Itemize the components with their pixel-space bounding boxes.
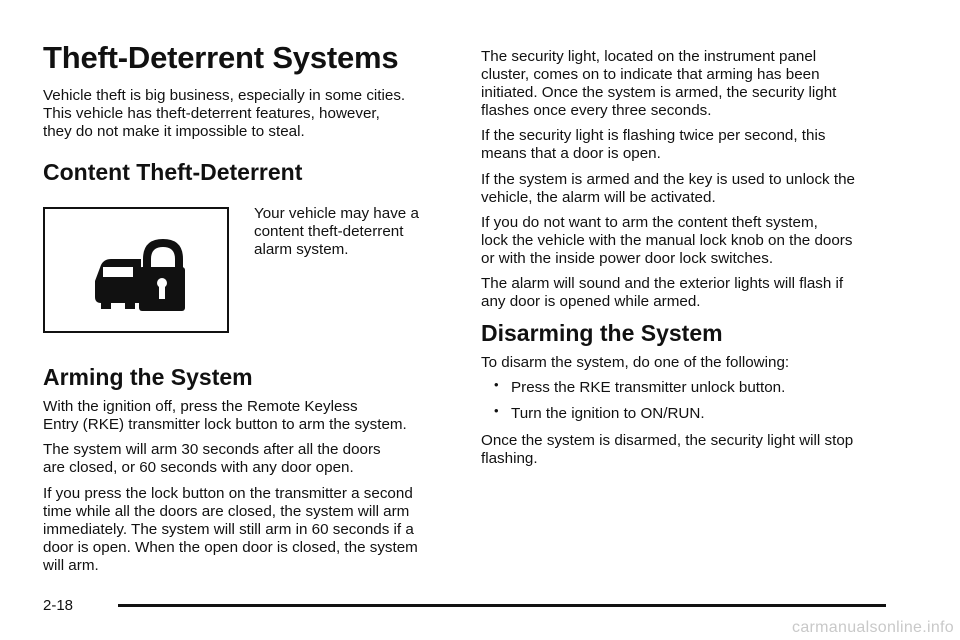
content-theft-heading: Content Theft-Deterrent [43,159,303,185]
no-arm-line-2: lock the vehicle with the manual lock knob on the doors [481,232,853,249]
security-icon-box [43,207,229,333]
arming-p3-line-2: time while all the doors are closed, the system will arm [43,503,410,520]
armed-key-line-1: If the system is armed and the key is used to unlock the [481,171,855,188]
intro-line-1: Vehicle theft is big business, especially in some cities. [43,87,406,104]
arming-p2-line-2: are closed, or 60 seconds with any door open. [43,459,354,476]
alarm-line-2: any door is opened while armed. [481,293,701,310]
page-number: 2-18 [43,597,74,614]
security-light-line-4: flashes once every three seconds. [481,102,712,119]
disarming-intro: To disarm the system, do one of the following: [481,354,790,371]
footer-rule [118,604,886,607]
no-arm-line-3: or with the inside power door lock switches. [481,250,774,267]
arming-p1-line-1: With the ignition off, press the Remote Keyless [43,398,358,415]
security-light-line-2: cluster, comes on to indicate that arming has been [481,66,820,83]
content-text-line-2: content theft-deterrent [254,223,404,240]
list-item-text: Turn the ignition to ON/RUN. [511,405,705,422]
security-light-line-1: The security light, located on the instrument panel [481,48,817,65]
intro-line-3: they do not make it impossible to steal. [43,123,305,140]
arming-p3-line-3: immediately. The system will still arm in 60 seconds if a [43,521,414,538]
page-title: Theft-Deterrent Systems [43,40,399,75]
flashing-line-2: means that a door is open. [481,145,661,162]
car-lock-icon [91,235,185,315]
disarming-heading: Disarming the System [481,320,723,346]
bullet-icon: • [494,403,499,418]
bullet-icon: • [494,377,499,392]
list-item-text: Press the RKE transmitter unlock button. [511,379,786,396]
alarm-line-1: The alarm will sound and the exterior lights will flash if [481,275,844,292]
watermark: carmanualsonline.info [792,619,954,636]
disarmed-line-2: flashing. [481,450,538,467]
flashing-line-1: If the security light is flashing twice per second, this [481,127,826,144]
arming-heading: Arming the System [43,364,253,390]
arming-p3-line-1: If you press the lock button on the transmitter a second [43,485,413,502]
security-light-line-3: initiated. Once the system is armed, the security light [481,84,837,101]
no-arm-line-1: If you do not want to arm the content theft system, [481,214,818,231]
arming-p2-line-1: The system will arm 30 seconds after all the doors [43,441,381,458]
arming-p3-line-5: will arm. [43,557,99,574]
intro-line-2: This vehicle has theft-deterrent features, however, [43,105,380,122]
disarmed-line-1: Once the system is disarmed, the security light will stop [481,432,854,449]
armed-key-line-2: vehicle, the alarm will be activated. [481,189,716,206]
content-text-line-3: alarm system. [254,241,349,258]
arming-p1-line-2: Entry (RKE) transmitter lock button to arm the system. [43,416,407,433]
arming-p3-line-4: door is open. When the open door is closed, the system [43,539,418,556]
content-text-line-1: Your vehicle may have a [254,205,419,222]
